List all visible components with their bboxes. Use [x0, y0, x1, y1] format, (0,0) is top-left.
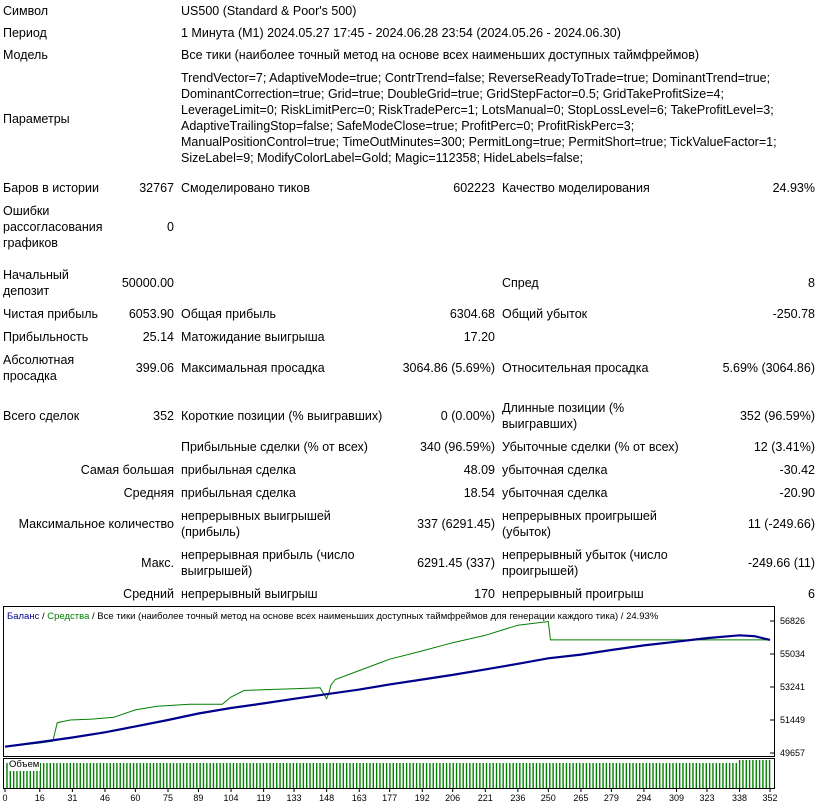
max-consec-losses-label: непрерывных проигрышей (убыток) — [502, 509, 657, 539]
x-tick-label: 206 — [445, 793, 461, 803]
spread-value: 8 — [808, 276, 815, 290]
symbol-label: Символ — [3, 4, 49, 18]
average-profit-label: прибыльная сделка — [181, 486, 296, 500]
balance-chart — [3, 606, 817, 804]
legend-separator: / — [39, 611, 48, 622]
volume-label: Объем — [9, 759, 40, 770]
expected-payoff-value: 17.20 — [463, 330, 495, 344]
params-line: ManualPositionControl=true; TimeOutMinutes=300; PermitLong=true; PermitShort=true; TickValueFactor=1; — [181, 135, 777, 149]
max-drawdown-label: Максимальная просадка — [181, 361, 325, 375]
max-consec-losses-value: 11 (-249.66) — [747, 517, 815, 531]
x-tick-label: 192 — [414, 793, 430, 803]
spread-label: Спред — [502, 276, 539, 290]
ticks-value: 602223 — [453, 181, 495, 195]
y-tick-label: 53241 — [780, 682, 806, 693]
x-tick-label: 250 — [540, 793, 556, 803]
total-trades-label: Всего сделок — [3, 409, 80, 423]
long-positions-value: 352 (96.59%) — [739, 409, 815, 423]
long-positions-label: Длинные позиции (% выигравших) — [502, 401, 625, 431]
max-amount-label: Макс. — [141, 556, 174, 570]
deposit-value: 50000.00 — [121, 276, 174, 290]
errors-label: Ошибки рассогласования графиков — [3, 204, 103, 250]
y-tick-label: 49657 — [780, 748, 806, 758]
x-tick-label: 323 — [699, 793, 715, 803]
x-tick-label: 60 — [130, 793, 141, 803]
max-count-label: Максимальное количество — [18, 517, 174, 531]
x-tick-label: 104 — [223, 793, 239, 803]
largest-loss-value: -30.42 — [779, 463, 815, 477]
avg-consec-wins-label: непрерывный выигрыш — [181, 587, 318, 601]
avg-consec-losses-value: 6 — [808, 587, 815, 601]
largest-profit-label: прибыльная сделка — [181, 463, 296, 477]
symbol-value: US500 (Standard & Poor's 500) — [181, 4, 357, 18]
loss-trades-label: Убыточные сделки (% от всех) — [502, 440, 679, 454]
params-line: SizeLabel=9; ModifyColorLabel=Gold; Magic=112358; HideLabels=false; — [181, 151, 584, 165]
x-tick-label: 177 — [382, 793, 398, 803]
quality-value: 24.93% — [772, 181, 815, 195]
volume-frame — [4, 759, 775, 789]
largest-profit-value: 48.09 — [463, 463, 495, 477]
y-tick-label: 55034 — [780, 648, 806, 659]
ticks-label: Смоделировано тиков — [181, 181, 310, 195]
x-tick-label: 0 — [2, 793, 8, 803]
rel-drawdown-value: 5.69% (3064.86) — [722, 361, 815, 375]
x-tick-label: 236 — [510, 793, 526, 803]
max-consec-loss-label: непрерывный убыток (число проигрышей) — [502, 548, 668, 578]
average-profit-value: 18.54 — [463, 486, 495, 500]
x-tick-label: 309 — [669, 793, 685, 803]
profit-factor-value: 25.14 — [142, 330, 174, 344]
profit-factor-label: Прибыльность — [3, 330, 89, 344]
x-tick-label: 89 — [193, 793, 204, 803]
largest-loss-label: убыточная сделка — [502, 463, 608, 477]
gross-profit-value: 6304.68 — [449, 307, 495, 321]
max-consec-loss-value: -249.66 (11) — [747, 556, 815, 570]
short-positions-value: 0 (0.00%) — [440, 409, 495, 423]
model-value: Все тики (наиболее точный метод на основе всех наименьших доступных таймфреймов) — [181, 48, 700, 62]
params-line: TrendVector=7; AdaptiveMode=true; ContrTrend=false; ReverseReadyToTrade=true; DominantTrend=true; — [181, 71, 771, 85]
avg-consec-losses-label: непрерывный проигрыш — [502, 587, 644, 601]
abs-drawdown-value: 399.06 — [135, 361, 174, 375]
x-tick-label: 279 — [603, 793, 619, 803]
params-line: LeverageLimit=0; RiskLimitPerc=0; RiskTradePerc=1; LotsManual=0; StopLossLevel=6; TakeProfitLevel=3; — [181, 103, 774, 117]
max-drawdown-value: 3064.86 (5.69%) — [402, 361, 495, 375]
legend-description: / Все тики (наиболее точный метод на основе всех наименьших доступных таймфреймов для генерации каждого тика) / 24.93% — [89, 611, 659, 622]
max-consec-profit-label: непрерывная прибыль (число выигрышей) — [181, 548, 355, 578]
profit-trades-label: Прибыльные сделки (% от всех) — [181, 440, 368, 454]
x-tick-label: 338 — [732, 793, 748, 803]
x-tick-label: 75 — [162, 793, 174, 803]
avg-consec-label: Средний — [123, 587, 174, 601]
net-profit-value: 6053.90 — [128, 307, 174, 321]
short-positions-label: Короткие позиции (% выигравших) — [181, 409, 383, 423]
period-value: 1 Минута (M1) 2024.05.27 17:45 - 2024.06.28 23:54 (2024.05.26 - 2024.06.30) — [181, 26, 621, 40]
largest-label: Самая большая — [80, 463, 174, 477]
gross-profit-label: Общая прибыль — [181, 307, 277, 321]
x-tick-label: 265 — [573, 793, 589, 803]
quality-label: Качество моделирования — [502, 181, 650, 195]
net-profit-label: Чистая прибыль — [3, 307, 98, 321]
legend-equity: Средства — [47, 611, 90, 622]
x-tick-label: 16 — [34, 793, 45, 803]
rel-drawdown-label: Относительная просадка — [502, 361, 649, 375]
max-consec-profit-value: 6291.45 (337) — [417, 556, 495, 570]
loss-trades-value: 12 (3.41%) — [753, 440, 815, 454]
x-tick-label: 163 — [351, 793, 367, 803]
y-tick-label: 56826 — [780, 616, 806, 626]
bars-label: Баров в истории — [3, 181, 99, 195]
average-loss-label: убыточная сделка — [502, 486, 608, 500]
max-consec-wins-value: 337 (6291.45) — [417, 517, 495, 531]
deposit-label: Начальный депозит — [3, 268, 69, 298]
chart-svg — [3, 606, 817, 804]
bars-value: 32767 — [139, 181, 174, 195]
max-consec-wins-label: непрерывных выигрышей (прибыль) — [181, 509, 331, 539]
average-label: Средняя — [123, 486, 174, 500]
average-loss-value: -20.90 — [779, 486, 815, 500]
plot-frame — [4, 607, 775, 757]
x-tick-label: 133 — [286, 793, 302, 803]
chart-legend — [7, 611, 658, 623]
abs-drawdown-label: Абсолютная просадка — [3, 353, 75, 383]
total-trades-value: 352 — [153, 409, 174, 423]
errors-value: 0 — [167, 220, 174, 234]
x-tick-label: 148 — [319, 793, 335, 803]
x-tick-label: 221 — [477, 793, 493, 803]
x-tick-label: 352 — [762, 793, 778, 803]
x-tick-label: 294 — [636, 793, 652, 803]
profit-trades-value: 340 (96.59%) — [419, 440, 495, 454]
y-tick-label: 51449 — [780, 715, 806, 726]
params-label: Параметры — [3, 112, 70, 126]
gross-loss-value: -250.78 — [772, 307, 815, 321]
gross-loss-label: Общий убыток — [502, 307, 588, 321]
period-label: Период — [3, 26, 47, 40]
legend-balance: Баланс — [7, 611, 40, 622]
x-tick-label: 119 — [256, 793, 271, 803]
params-line: DominantCorrection=true; Grid=true; DoubleGrid=true; GridStepFactor=0.5; GridTakeProfitSize=4; — [181, 87, 724, 101]
expected-payoff-label: Матожидание выигрыша — [181, 330, 325, 344]
x-tick-label: 46 — [99, 793, 110, 803]
params-line: AdaptiveTrailingStop=false; SafeModeClose=true; ProfitPerc=0; ProfitRiskPerc=3; — [181, 119, 635, 133]
x-tick-label: 31 — [67, 793, 78, 803]
model-label: Модель — [3, 48, 48, 62]
avg-consec-wins-value: 170 — [474, 587, 495, 601]
